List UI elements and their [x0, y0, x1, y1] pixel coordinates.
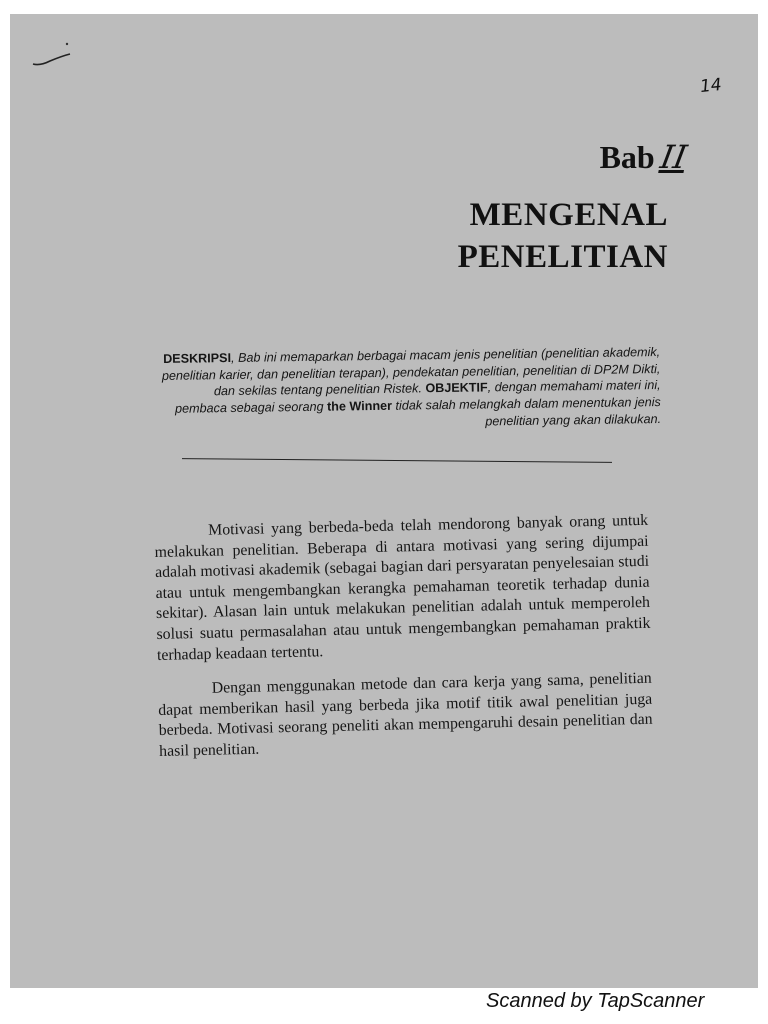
body-paragraph-1: Motivasi yang berbeda-beda telah mendorong banyak orang untuk melakukan penelitian. Beberapa di antara motivasi yang sering dijumpai adalah motivasi akademik (sebagai bagian dari persyaratan penyelesaian studi atau untuk mengembangkan kerangka pemahaman teoretik terhadap dunia sekitar). Alasan lain untuk melakukan penelitian adalah untuk memperoleh solusi suatu permasalahan atau untuk mengembangkan pemahaman praktik terhadap keadaan tertentu.: [154, 511, 651, 664]
objective-text: , dengan memahami materi ini, pembaca sebagai seorang: [175, 378, 661, 416]
scanner-watermark: Scanned by TapScanner: [486, 990, 705, 1012]
description-text: , Bab ini memaparkan berbagai macam jenis penelitian (penelitian akademik, penelitian karier, dan penelitian terapan), pendekatan penelitian, penelitian di DP2M Dikti, dan sekilas tentang penelitian Ristek.: [161, 344, 661, 399]
body-paragraph-2: Dengan menggunakan metode dan cara kerja yang sama, penelitian dapat memberikan hasil yang berbeda jika motif titik awal penelitian juga berbeda. Motivasi seorang peneliti akan mempengaruhi desain penelitian dan hasil penelitian.: [158, 669, 653, 760]
chapter-heading: [599, 138, 690, 176]
description-label: DESKRIPSI: [163, 350, 232, 366]
chapter-description: [160, 344, 661, 434]
pen-mark-icon: [30, 40, 80, 70]
chapter-title: [458, 194, 668, 278]
chapter-number: II: [657, 138, 690, 176]
chapter-title-line2: PENELITIAN: [457, 239, 668, 275]
objective-emphasis: the Winner: [326, 398, 393, 414]
page-number: 14: [699, 74, 723, 98]
objective-label: OBJEKTIF: [425, 380, 488, 396]
chapter-title-line1: MENGENAL: [469, 197, 668, 233]
body-text: [154, 511, 654, 777]
scanned-page: [10, 14, 758, 988]
objective-text-end: tidak salah melangkah dalam menentukan jenis penelitian yang akan dilakukan.: [391, 395, 662, 429]
chapter-prefix: Bab: [599, 139, 655, 175]
divider: [182, 458, 612, 463]
